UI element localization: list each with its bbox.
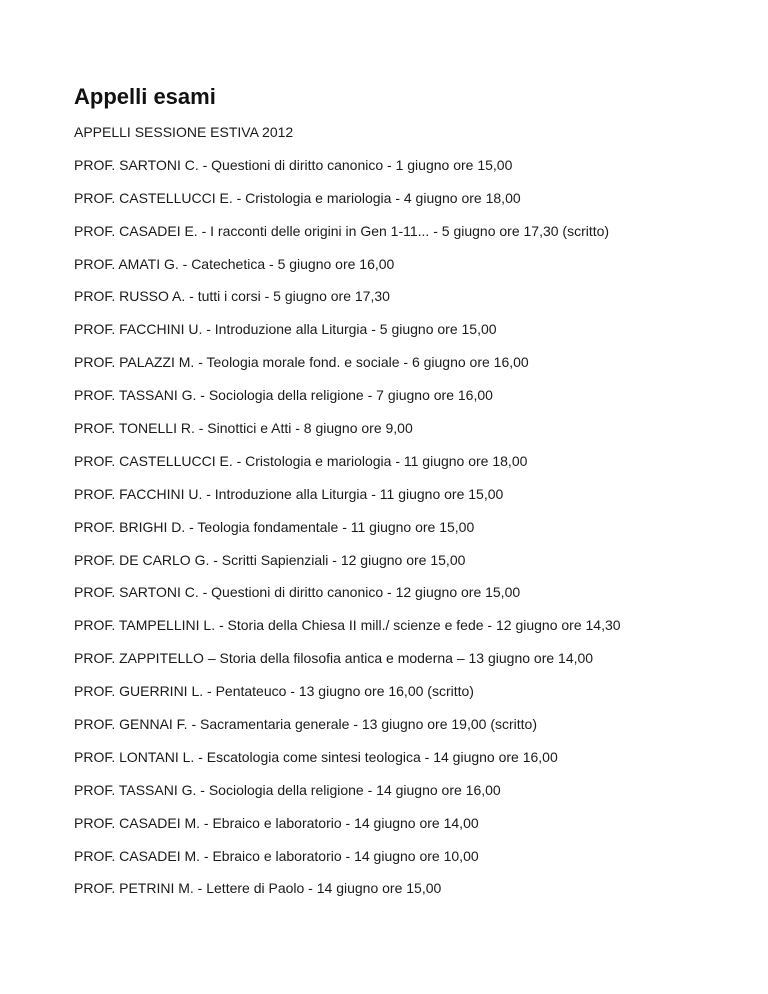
page-title: Appelli esami: [74, 84, 216, 109]
exam-entry: PROF. FACCHINI U. - Introduzione alla Liturgia - 5 giugno ore 15,00: [74, 321, 497, 338]
exam-entry: PROF. CASADEI E. - I racconti delle origini in Gen 1-11... - 5 giugno ore 17,30 (scritto): [74, 222, 610, 239]
exam-entry: PROF. ZAPPITELLO – Storia della filosofia antica e moderna – 13 giugno ore 14,00: [74, 650, 594, 667]
session-heading: APPELLI SESSIONE ESTIVA 2012: [74, 124, 294, 140]
exam-entry: PROF. TAMPELLINI L. - Storia della Chiesa II mill./ scienze e fede - 12 giugno ore 14,30: [74, 617, 621, 634]
exam-entry: PROF. PALAZZI M. - Teologia morale fond. e sociale - 6 giugno ore 16,00: [74, 354, 529, 371]
exam-entry: PROF. TASSANI G. - Sociologia della religione - 7 giugno ore 16,00: [74, 387, 493, 404]
exam-entry: PROF. CASADEI M. - Ebraico e laboratorio - 14 giugno ore 14,00: [74, 814, 479, 831]
exam-entry: PROF. CASTELLUCCI E. - Cristologia e mariologia - 11 giugno ore 18,00: [74, 452, 528, 469]
document-page: [74, 82, 754, 896]
exam-entry: PROF. GUERRINI L. - Pentateuco - 13 giugno ore 16,00 (scritto): [74, 683, 474, 700]
exam-entry: PROF. PETRINI M. - Lettere di Paolo - 14 giugno ore 15,00: [74, 880, 442, 897]
exam-entry: PROF. FACCHINI U. - Introduzione alla Liturgia - 11 giugno ore 15,00: [74, 485, 504, 502]
exam-entry: PROF. LONTANI L. - Escatologia come sintesi teologica - 14 giugno ore 16,00: [74, 748, 558, 765]
exam-entry: PROF. TONELLI R. - Sinottici e Atti - 8 giugno ore 9,00: [74, 420, 413, 437]
exam-entry: PROF. RUSSO A. - tutti i corsi - 5 giugno ore 17,30: [74, 288, 390, 305]
exam-list: [74, 157, 754, 897]
exam-entry: PROF. BRIGHI D. - Teologia fondamentale - 11 giugno ore 15,00: [74, 518, 475, 535]
exam-entry: PROF. DE CARLO G. - Scritti Sapienziali - 12 giugno ore 15,00: [74, 551, 466, 568]
exam-entry: PROF. SARTONI C. - Questioni di diritto canonico - 1 giugno ore 15,00: [74, 156, 513, 173]
exam-entry: PROF. AMATI G. - Catechetica - 5 giugno ore 16,00: [74, 255, 395, 272]
exam-entry: PROF. TASSANI G. - Sociologia della religione - 14 giugno ore 16,00: [74, 781, 501, 798]
exam-entry: PROF. SARTONI C. - Questioni di diritto canonico - 12 giugno ore 15,00: [74, 584, 521, 601]
exam-entry: PROF. GENNAI F. - Sacramentaria generale - 13 giugno ore 19,00 (scritto): [74, 716, 537, 733]
exam-entry: PROF. CASTELLUCCI E. - Cristologia e mariologia - 4 giugno ore 18,00: [74, 189, 521, 206]
exam-entry: PROF. CASADEI M. - Ebraico e laboratorio - 14 giugno ore 10,00: [74, 847, 479, 864]
